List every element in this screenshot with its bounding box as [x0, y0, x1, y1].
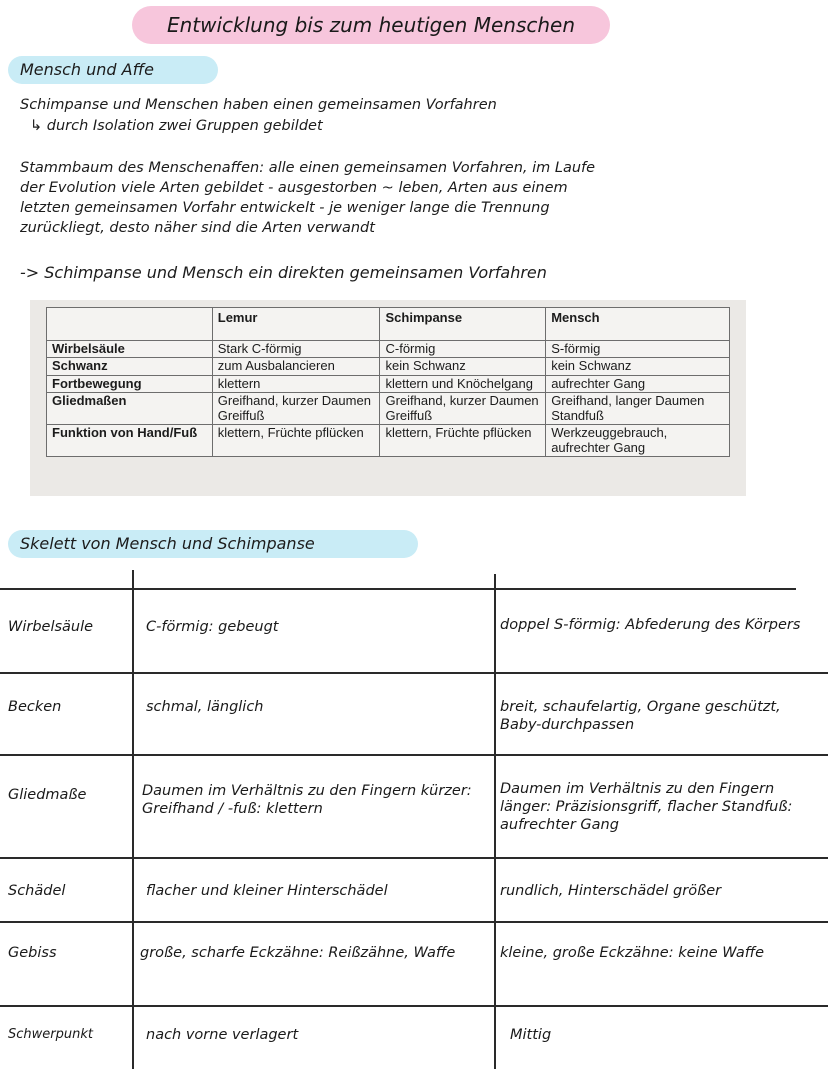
table-cell: klettern, Früchte pflücken [380, 425, 546, 457]
table-row [47, 340, 730, 358]
skeleton-row-label: Gliedmaße [8, 787, 87, 803]
stammbaum-line: Stammbaum des Menschenaffen: alle einen gemeinsamen Vorfahren, im Laufe [20, 160, 596, 176]
skeleton-cell-mensch: Daumen im Verhältnis zu den Fingern länger: Präzisionsgriff, flacher Standfuß: aufrechter Gang [500, 781, 793, 833]
intro-text [20, 95, 497, 137]
skeleton-cell-schimpanse: schmal, länglich [146, 699, 264, 715]
stammbaum-line: zurückliegt, desto näher sind die Arten verwandt [20, 220, 375, 236]
table-row [47, 358, 730, 376]
grid-line [0, 588, 796, 590]
table-header-row [47, 308, 730, 341]
table-row [47, 375, 730, 393]
skeleton-cell-schimpanse: Daumen im Verhältnis zu den Fingern kürzer: Greifhand / -fuß: klettern [142, 783, 472, 817]
printed-table-photo [30, 300, 746, 496]
table-cell: klettern [212, 375, 380, 393]
comparison-table [46, 307, 730, 457]
intro-line-2: ↳ durch Isolation zwei Gruppen gebildet [30, 118, 323, 134]
table-row [47, 393, 730, 425]
section-heading-mensch-affe: Mensch und Affe [8, 56, 218, 84]
table-cell: Greifhand, kurzer Daumen Greiffuß [380, 393, 546, 425]
grid-line [0, 921, 828, 923]
row-label: Wirbelsäule [47, 340, 213, 358]
table-cell: Werkzeuggebrauch, aufrechter Gang [546, 425, 730, 457]
table-cell: klettern und Knöchelgang [380, 375, 546, 393]
skeleton-row-label: Gebiss [8, 945, 57, 961]
table-cell: Greifhand, kurzer Daumen Greiffuß [212, 393, 380, 425]
table-cell: Stark C-förmig [212, 340, 380, 358]
table-cell: C-förmig [380, 340, 546, 358]
grid-line [132, 570, 134, 1069]
skeleton-cell-mensch: Mittig [510, 1027, 552, 1043]
skeleton-cell-mensch: rundlich, Hinterschädel größer [500, 883, 722, 899]
table-cell: klettern, Früchte pflücken [212, 425, 380, 457]
table-cell: kein Schwanz [380, 358, 546, 376]
skeleton-cell-mensch: doppel S-förmig: Abfederung des Körpers [500, 617, 801, 633]
grid-line [0, 754, 828, 756]
stammbaum-line: letzten gemeinsamen Vorfahr entwickelt - je weniger lange die Trennung [20, 200, 550, 216]
skeleton-row-label: Becken [8, 699, 62, 715]
skeleton-row-label: Wirbelsäule [8, 619, 94, 635]
skeleton-cell-schimpanse: C-förmig: gebeugt [146, 619, 279, 635]
stammbaum-paragraph [20, 158, 595, 238]
skeleton-row-label: Schädel [8, 883, 66, 899]
grid-line [0, 1005, 828, 1007]
stammbaum-line: der Evolution viele Arten gebildet - ausgestorben ~ leben, Arten aus einem [20, 180, 568, 196]
row-label: Funktion von Hand/Fuß [47, 425, 213, 457]
table-cell: S-förmig [546, 340, 730, 358]
skeleton-cell-mensch: breit, schaufelartig, Organe geschützt, Baby-durchpassen [500, 699, 781, 733]
table-cell: kein Schwanz [546, 358, 730, 376]
skeleton-cell-schimpanse: flacher und kleiner Hinterschädel [146, 883, 388, 899]
grid-line [494, 574, 496, 1069]
row-label: Schwanz [47, 358, 213, 376]
table-cell: aufrechter Gang [546, 375, 730, 393]
intro-line-1: Schimpanse und Menschen haben einen gemeinsamen Vorfahren [20, 97, 497, 113]
table-header-cell: Mensch [546, 308, 730, 341]
table-cell: zum Ausbalancieren [212, 358, 380, 376]
skeleton-cell-schimpanse: nach vorne verlagert [146, 1027, 299, 1043]
row-label: Gliedmaßen [47, 393, 213, 425]
table-cell: Greifhand, langer Daumen Standfuß [546, 393, 730, 425]
grid-line [0, 857, 828, 859]
skeleton-cell-schimpanse: große, scharfe Eckzähne: Reißzähne, Waffe [140, 945, 456, 961]
table-header-cell: Lemur [212, 308, 380, 341]
row-label: Fortbewegung [47, 375, 213, 393]
skeleton-row-label: Schwerpunkt [8, 1027, 93, 1042]
table-header-cell: Schimpanse [380, 308, 546, 341]
grid-line [0, 672, 828, 674]
table-header-cell [47, 308, 213, 341]
skeleton-cell-mensch: kleine, große Eckzähne: keine Waffe [500, 945, 765, 961]
table-row [47, 425, 730, 457]
page-title: Entwicklung bis zum heutigen Menschen [132, 6, 610, 44]
section-heading-skelett: Skelett von Mensch und Schimpanse [8, 530, 418, 558]
conclusion-text: -> Schimpanse und Mensch ein direkten gemeinsamen Vorfahren [20, 263, 547, 282]
